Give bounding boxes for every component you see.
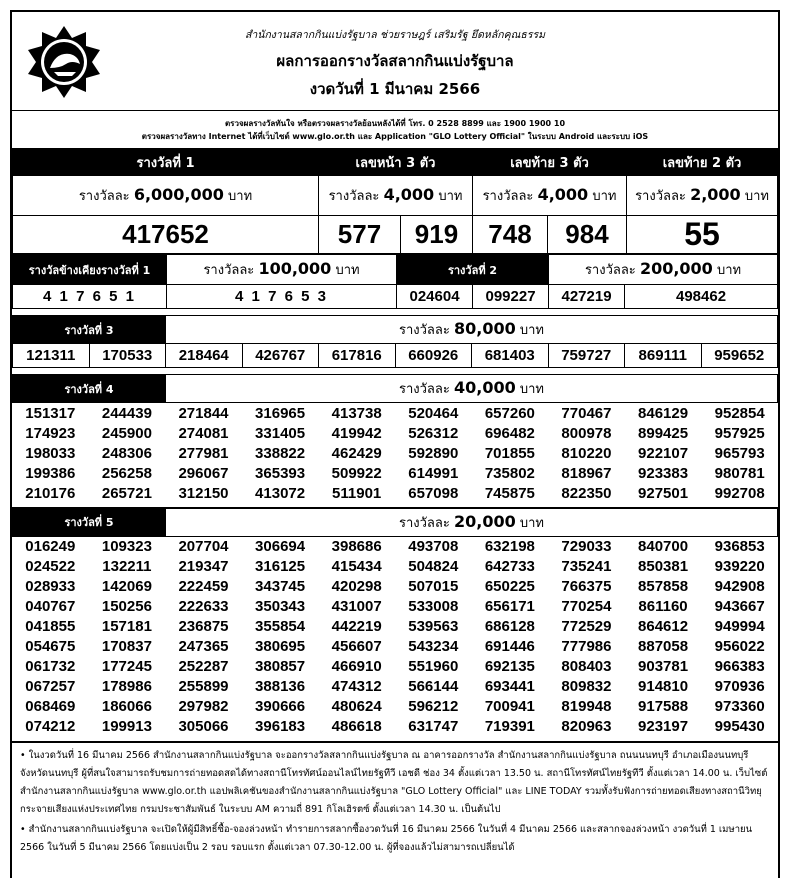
- third-number: 617816: [319, 344, 396, 368]
- table-row: [12, 617, 778, 637]
- fifth-number: 566144: [408, 678, 459, 695]
- fourth-number: 614991: [408, 464, 459, 482]
- fifth-number: 692135: [484, 658, 535, 675]
- table-row: [13, 344, 778, 368]
- fifth-number: 142069: [101, 578, 152, 595]
- fifth-number: 887058: [638, 638, 689, 655]
- fifth-number: 150256: [101, 598, 152, 615]
- fourth-number: 198033: [25, 444, 76, 462]
- table-row: [12, 657, 778, 677]
- fourth-number: 210176: [25, 484, 76, 502]
- fifth-number: 132211: [102, 558, 152, 575]
- second-number: 427219: [549, 285, 625, 309]
- fourth-number: 462429: [331, 444, 382, 462]
- table-row: [12, 463, 778, 483]
- fifth-number: 398686: [331, 538, 382, 555]
- fifth-number: 474312: [331, 678, 382, 695]
- near-prize-title: รางวัลข้างเคียงรางวัลที่ 1: [13, 255, 167, 285]
- fourth-prize-title: รางวัลที่ 4: [13, 375, 166, 403]
- back3-amount: รางวัลละ 4,000 บาท: [473, 176, 627, 216]
- fifth-number: 808403: [561, 658, 612, 675]
- note-booking: • สำนักงานสลากกินแบ่งรัฐบาล จะเปิดให้ผู้มีสิทธิ์ซื้อ-จองล่วงหน้า ทำรายการสลากซื้องวดวันที่ 16 มีนาคม 2566 ในวันที่ 4 มีนาคม 2566 และสลากจองล่วงหน้า งวดวันที่ 1 เมษายน 2566 ในวันที่ 5 มีนาคม 2566 โดยแบ่งเป็น 2 รอบ รอบแรก ตั้งแต่เวลา 07.30-12.00 น. ผู้ที่จองแล้วไม่สามารถเปลี่ยนได้: [20, 823, 753, 853]
- fifth-number: 255899: [178, 678, 229, 695]
- fourth-number: 245900: [101, 424, 152, 442]
- fifth-number: 539563: [408, 618, 459, 635]
- fifth-number: 297982: [178, 698, 229, 715]
- back3-number: 748: [473, 216, 548, 254]
- fifth-number: 861160: [638, 598, 688, 615]
- fourth-number: 277981: [178, 444, 229, 462]
- back3-title: เลขท้าย 3 ตัว: [473, 150, 627, 176]
- fifth-number: 415434: [331, 558, 382, 575]
- fifth-number: 504824: [408, 558, 459, 575]
- fifth-number: 350343: [255, 598, 306, 615]
- fifth-number: 305066: [178, 718, 229, 735]
- fifth-number: 396183: [255, 718, 306, 735]
- fifth-number: 533008: [408, 598, 459, 615]
- fifth-number: 956022: [714, 638, 765, 655]
- third-prize-title: รางวัลที่ 3: [13, 316, 166, 344]
- back3-number: 984: [548, 216, 627, 254]
- fifth-number: 456607: [331, 638, 382, 655]
- table-row: [12, 717, 778, 737]
- table-row: [12, 557, 778, 577]
- fourth-number: 244439: [101, 404, 152, 422]
- fourth-number: 413738: [331, 404, 382, 422]
- fifth-number: 551960: [408, 658, 459, 675]
- fifth-number: 735241: [561, 558, 612, 575]
- fifth-number: 431007: [331, 598, 382, 615]
- fifth-number: 777986: [561, 638, 612, 655]
- fifth-number: 995430: [714, 718, 765, 735]
- fifth-number: 543234: [408, 638, 459, 655]
- fifth-number: 819948: [561, 698, 612, 715]
- fifth-number: 686128: [484, 618, 535, 635]
- fourth-number: 980781: [714, 464, 765, 482]
- third-number: 869111: [625, 344, 702, 368]
- fourth-number: 248306: [101, 444, 152, 462]
- back2-title: เลขท้าย 2 ตัว: [627, 150, 778, 176]
- front3-number: 919: [401, 216, 473, 254]
- fifth-number: 067257: [25, 678, 76, 695]
- fifth-number: 219347: [178, 558, 229, 575]
- fourth-number: 965793: [714, 444, 765, 462]
- fourth-number: 338822: [255, 444, 306, 462]
- fifth-number: 178986: [101, 678, 152, 695]
- third-number: 426767: [242, 344, 319, 368]
- fifth-number: 939220: [714, 558, 765, 575]
- fifth-number: 028933: [25, 578, 76, 595]
- fifth-number: 109323: [101, 538, 152, 555]
- fourth-number: 312150: [178, 484, 229, 502]
- fifth-number: 809832: [561, 678, 612, 695]
- fifth-number: 850381: [638, 558, 689, 575]
- fourth-number: 331405: [255, 424, 306, 442]
- near-prize-amount: รางวัลละ 100,000 บาท: [167, 255, 397, 285]
- fifth-number: 040767: [25, 598, 76, 615]
- third-number: 218464: [166, 344, 243, 368]
- fifth-number: 772529: [561, 618, 612, 635]
- fifth-number: 917588: [638, 698, 689, 715]
- fifth-number: 054675: [25, 638, 76, 655]
- second-prize-amount: รางวัลละ 200,000 บาท: [549, 255, 778, 285]
- fifth-number: 949994: [714, 618, 765, 635]
- fifth-number: 493708: [408, 538, 459, 555]
- fifth-number: 903781: [638, 658, 689, 675]
- fifth-number: 316125: [255, 558, 306, 575]
- fourth-prize-table: [12, 374, 778, 403]
- fifth-number: 306694: [255, 538, 306, 555]
- fifth-prize-amount: รางวัลละ 20,000 บาท: [166, 508, 778, 536]
- fifth-number: 864612: [638, 618, 689, 635]
- draw-date: งวดวันที่ 1 มีนาคม 2566: [309, 80, 481, 98]
- fifth-number: 943667: [714, 598, 765, 615]
- fifth-number: 770254: [561, 598, 612, 615]
- fifth-number: 942908: [714, 578, 765, 595]
- results-sheet: [10, 10, 780, 878]
- fifth-number: 252287: [178, 658, 229, 675]
- fifth-number: 068469: [25, 698, 76, 715]
- fourth-number: 509922: [331, 464, 382, 482]
- fourth-number: 657098: [408, 484, 459, 502]
- fourth-number: 265721: [101, 484, 152, 502]
- fifth-number: 170837: [101, 638, 152, 655]
- second-number: 099227: [473, 285, 549, 309]
- fourth-prize-amount: รางวัลละ 40,000 บาท: [166, 375, 778, 403]
- third-number: 759727: [548, 344, 625, 368]
- fifth-number: 420298: [331, 578, 382, 595]
- table-row: [12, 483, 778, 503]
- fourth-number: 520464: [408, 404, 459, 422]
- third-prize-table: [12, 315, 778, 368]
- front3-number: 577: [319, 216, 401, 254]
- fourth-number: 151317: [25, 404, 76, 422]
- third-number: 959652: [701, 344, 778, 368]
- fifth-number: 719391: [484, 718, 535, 735]
- back2-number: 55: [627, 216, 778, 254]
- fourth-number: 922107: [638, 444, 689, 462]
- second-number: 498462: [625, 285, 778, 309]
- fourth-number: 957925: [714, 424, 765, 442]
- check-info: [12, 111, 778, 149]
- fourth-number: 735802: [484, 464, 535, 482]
- fourth-number: 846129: [638, 404, 689, 422]
- fifth-number: 074212: [25, 718, 76, 735]
- fourth-number: 745875: [484, 484, 535, 502]
- first-prize-number: 417652: [13, 216, 319, 254]
- fifth-number: 914810: [638, 678, 689, 695]
- fifth-number: 729033: [561, 538, 612, 555]
- table-row: [12, 443, 778, 463]
- fourth-number: 511901: [332, 484, 382, 502]
- first-prize-amount: รางวัลละ 6,000,000 บาท: [13, 176, 319, 216]
- fourth-number: 271844: [178, 404, 229, 422]
- fifth-number: 207704: [178, 538, 229, 555]
- fifth-number: 157181: [101, 618, 152, 635]
- fifth-number: 973360: [714, 698, 765, 715]
- third-prize-amount: รางวัลละ 80,000 บาท: [166, 316, 778, 344]
- second-prize-title: รางวัลที่ 2: [397, 255, 549, 285]
- first-prize-title: รางวัลที่ 1: [13, 150, 319, 176]
- fifth-number: 693441: [484, 678, 535, 695]
- fifth-number: 442219: [331, 618, 382, 635]
- fourth-number: 413072: [255, 484, 306, 502]
- fifth-number: 656171: [484, 598, 535, 615]
- fifth-number: 041855: [25, 618, 76, 635]
- fourth-number: 199386: [25, 464, 76, 482]
- fifth-number: 177245: [101, 658, 152, 675]
- fifth-number: 380695: [255, 638, 306, 655]
- front3-amount: รางวัลละ 4,000 บาท: [319, 176, 473, 216]
- fourth-number: 818967: [561, 464, 612, 482]
- fifth-number: 380857: [255, 658, 306, 675]
- third-number: 681403: [472, 344, 549, 368]
- fifth-number: 222633: [178, 598, 229, 615]
- fifth-number: 631747: [408, 718, 459, 735]
- fifth-number: 247365: [178, 638, 229, 655]
- table-row: [12, 637, 778, 657]
- fourth-number: 256258: [101, 464, 152, 482]
- fourth-number: 592890: [408, 444, 459, 462]
- note-broadcast: • ในงวดวันที่ 16 มีนาคม 2566 สำนักงานสลากกินแบ่งรัฐบาล จะออกรางวัลสลากกินแบ่งรัฐบาล ณ อาคารออกรางวัล สำนักงานสลากกินแบ่งรัฐบาล ถนนนนทบุรี อำเภอเมืองนนทบุรี จังหวัดนนทบุรี ผู้ที่สนใจสามารถรับชมการถ่ายทอดสดได้ทางสถานีโทรทัศน์ออนไลน์ไทยรัฐทีวี เอชดี ช่อง 34 ตั้งแต่เวลา 13.50 น. สถานีโทรทัศน์ไทยรัฐทีวี ตั้งแต่เวลา 14.00 น. เว็บไซต์สำนักงานสลากกินแบ่งรัฐบาล www.glo.or.th แอปพลิเคชันของสำนักงานสลากกินแบ่งรัฐบาล "GLO Lottery Official" และ LINE TODAY รวมทั้งรับฟังการถ่ายทอดเสียงทางสถานีวิทยุกระจายเสียงแห่งประเทศไทย กรมประชาสัมพันธ์ ในระบบ AM ความถี่ 891 กิโลเฮิรตซ์ ตั้งแต่เวลา 14.30 น. เป็นต้นไป: [20, 749, 768, 815]
- table-row: [12, 403, 778, 423]
- fifth-number: 766375: [561, 578, 612, 595]
- fifth-number: 390666: [255, 698, 306, 715]
- fifth-number: 061732: [25, 658, 76, 675]
- fifth-number: 388136: [255, 678, 306, 695]
- fifth-number: 355854: [255, 618, 306, 635]
- fifth-number: 016249: [25, 538, 76, 555]
- fifth-number: 700941: [484, 698, 535, 715]
- org-name: สำนักงานสลากกินแบ่งรัฐบาล ช่วยราษฎร์ เสริมรัฐ ยึดหลักคุณธรรม: [244, 29, 546, 41]
- fifth-number: 486618: [331, 718, 382, 735]
- third-number: 170533: [89, 344, 166, 368]
- header: [12, 12, 778, 111]
- second-number: 024604: [397, 285, 473, 309]
- fifth-number: 632198: [484, 538, 535, 555]
- fourth-number: 296067: [178, 464, 229, 482]
- top-prizes-table: [12, 149, 778, 254]
- table-row: [12, 677, 778, 697]
- near-number: 4 1 7 6 5 3: [167, 285, 397, 309]
- fifth-number: 596212: [408, 698, 459, 715]
- fifth-number: 186066: [101, 698, 152, 715]
- fifth-number: 507015: [408, 578, 459, 595]
- near-second-table: [12, 254, 778, 309]
- fifth-number: 857858: [638, 578, 689, 595]
- fourth-number: 800978: [561, 424, 612, 442]
- fifth-number: 650225: [484, 578, 535, 595]
- fourth-number: 696482: [484, 424, 535, 442]
- fourth-number: 657260: [484, 404, 535, 422]
- info-web: ตรวจผลรางวัลทาง Internet ได้ที่เว็บไซต์ www.glo.or.th และ Application "GLO Lottery Official" ในระบบ Android และระบบ iOS: [141, 132, 649, 141]
- fifth-number: 222459: [178, 578, 229, 595]
- fifth-number: 199913: [101, 718, 152, 735]
- fourth-number: 927501: [638, 484, 689, 502]
- fourth-number: 365393: [255, 464, 306, 482]
- fourth-number: 526312: [408, 424, 459, 442]
- fourth-number: 899425: [638, 424, 689, 442]
- fifth-number: 923197: [638, 718, 689, 735]
- fourth-number: 822350: [561, 484, 612, 502]
- front3-title: เลขหน้า 3 ตัว: [319, 150, 473, 176]
- table-row: [12, 597, 778, 617]
- fourth-number: 419942: [331, 424, 382, 442]
- fourth-number: 174923: [25, 424, 76, 442]
- third-number: 660926: [395, 344, 472, 368]
- table-row: [12, 423, 778, 443]
- fourth-number: 770467: [561, 404, 612, 422]
- fifth-number: 466910: [331, 658, 382, 675]
- fifth-number: 236875: [178, 618, 229, 635]
- fourth-number: 274081: [178, 424, 229, 442]
- fifth-number: 936853: [714, 538, 765, 555]
- fourth-prize-grid: [12, 403, 778, 503]
- fifth-number: 840700: [638, 538, 689, 555]
- fourth-number: 923383: [638, 464, 689, 482]
- fifth-number: 820963: [561, 718, 612, 735]
- fifth-prize-table: [12, 507, 778, 537]
- fifth-number: 966383: [714, 658, 765, 675]
- table-row: [12, 577, 778, 597]
- fifth-number: 691446: [484, 638, 535, 655]
- fifth-number: 343745: [255, 578, 306, 595]
- fourth-number: 952854: [714, 404, 765, 422]
- fifth-number: 970936: [714, 678, 765, 695]
- fifth-number: 480624: [331, 698, 382, 715]
- page-title: ผลการออกรางวัลสลากกินแบ่งรัฐบาล: [276, 52, 514, 70]
- near-number: 4 1 7 6 5 1: [13, 285, 167, 309]
- third-number: 121311: [13, 344, 90, 368]
- fourth-number: 316965: [255, 404, 306, 422]
- back2-amount: รางวัลละ 2,000 บาท: [627, 176, 778, 216]
- fifth-number: 024522: [25, 558, 76, 575]
- fourth-number: 992708: [714, 484, 765, 502]
- announcement-notes: [12, 741, 778, 857]
- fourth-number: 810220: [561, 444, 612, 462]
- table-row: [12, 537, 778, 557]
- fifth-number: 642733: [484, 558, 535, 575]
- fourth-number: 701855: [484, 444, 535, 462]
- info-phone: ตรวจผลรางวัลทันใจ หรือตรวจผลรางวัลย้อนหลังได้ที่ โทร. 0 2528 8899 และ 1900 1900 10: [224, 119, 566, 128]
- fifth-prize-grid: [12, 537, 778, 737]
- fifth-prize-title: รางวัลที่ 5: [13, 508, 166, 536]
- table-row: [12, 697, 778, 717]
